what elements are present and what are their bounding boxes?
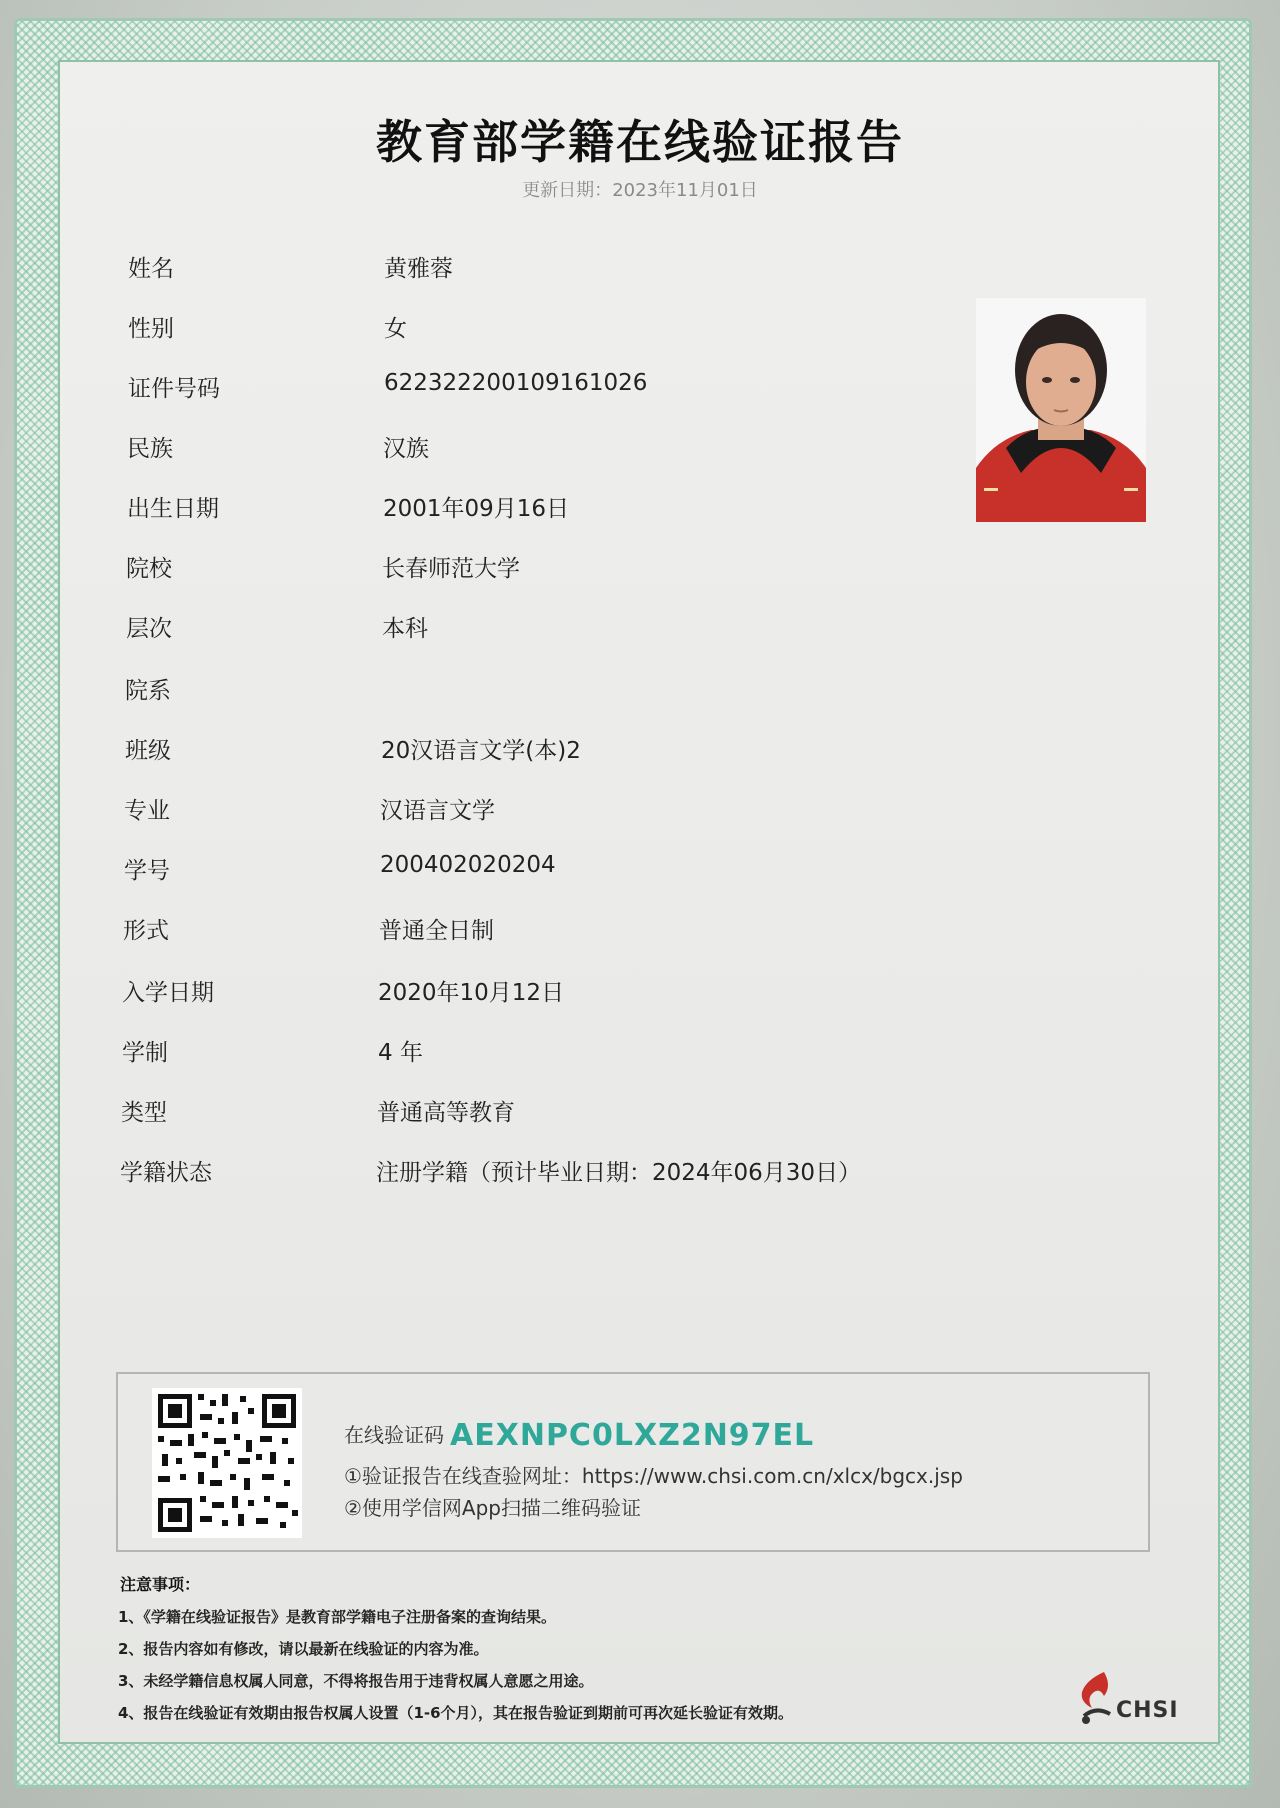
field-label: 院校 [126, 556, 172, 582]
field-label: 层次 [126, 616, 172, 642]
field-value: 20汉语言文学(本)2 [381, 738, 581, 764]
field-label: 院系 [125, 678, 171, 704]
verify-app-line: ②使用学信网App扫描二维码验证 [344, 1496, 642, 1520]
field-label: 出生日期 [127, 496, 219, 522]
field-value: 黄雅蓉 [384, 256, 453, 282]
field-value: 女 [384, 316, 407, 342]
report-title: 教育部学籍在线验证报告 [376, 115, 904, 169]
field-label: 学籍状态 [120, 1160, 212, 1186]
field-label: 性别 [128, 316, 174, 342]
online-verification-box [116, 1372, 1150, 1552]
field-label: 民族 [127, 436, 173, 462]
field-value: 长春师范大学 [382, 556, 520, 582]
student-photo [976, 298, 1146, 522]
field-value: 2001年09月16日 [383, 496, 570, 522]
field-value: 汉族 [383, 436, 429, 462]
code-label: 在线验证码 [344, 1423, 444, 1447]
field-label: 形式 [123, 918, 169, 944]
note-item: 1、《学籍在线验证报告》是教育部学籍电子注册备案的查询结果。 [118, 1608, 556, 1626]
qr-code[interactable] [152, 1388, 302, 1538]
note-item: 4、报告在线验证有效期由报告权属人设置（1-6个月），其在报告验证到期前可再次延长验证有效期。 [118, 1704, 794, 1722]
field-value: 622322200109161026 [384, 370, 648, 396]
field-value: 2020年10月12日 [378, 980, 565, 1006]
verify-url-line: ①验证报告在线查验网址：https://www.chsi.com.cn/xlcx/bgcx.jsp [344, 1464, 963, 1488]
chsi-logo-text: CHSI [1116, 1698, 1179, 1723]
verification-code: AEXNPC0LXZ2N97EL [450, 1418, 815, 1453]
update-date: 2023年11月01日 [612, 180, 758, 201]
field-label: 专业 [124, 798, 170, 824]
chsi-logo [1074, 1670, 1179, 1730]
note-item: 3、未经学籍信息权属人同意，不得将报告用于违背权属人意愿之用途。 [118, 1672, 594, 1690]
field-value: 汉语言文学 [380, 798, 495, 824]
chsi-flame-icon [1074, 1670, 1118, 1726]
qr-code-icon [152, 1388, 302, 1538]
field-value: 注册学籍（预计毕业日期：2024年06月30日） [376, 1160, 862, 1186]
field-value: 本科 [382, 616, 428, 642]
field-label: 证件号码 [128, 376, 220, 402]
field-label: 学号 [124, 858, 170, 884]
notes-title: 注意事项： [120, 1575, 201, 1594]
update-date-line [0, 176, 1280, 202]
field-value: 普通全日制 [379, 918, 494, 944]
note-item: 2、报告内容如有修改，请以最新在线验证的内容为准。 [118, 1640, 489, 1658]
field-label: 班级 [125, 738, 171, 764]
field-label: 入学日期 [122, 980, 214, 1006]
field-label: 学制 [122, 1040, 168, 1066]
field-value: 4 年 [378, 1040, 423, 1066]
portrait-image [976, 298, 1146, 522]
field-value: 普通高等教育 [377, 1100, 515, 1126]
field-value: 200402020204 [380, 852, 556, 878]
update-label: 更新日期： [522, 180, 613, 201]
field-label: 姓名 [128, 256, 174, 282]
field-label: 类型 [121, 1100, 167, 1126]
verification-code-line [344, 1418, 814, 1453]
